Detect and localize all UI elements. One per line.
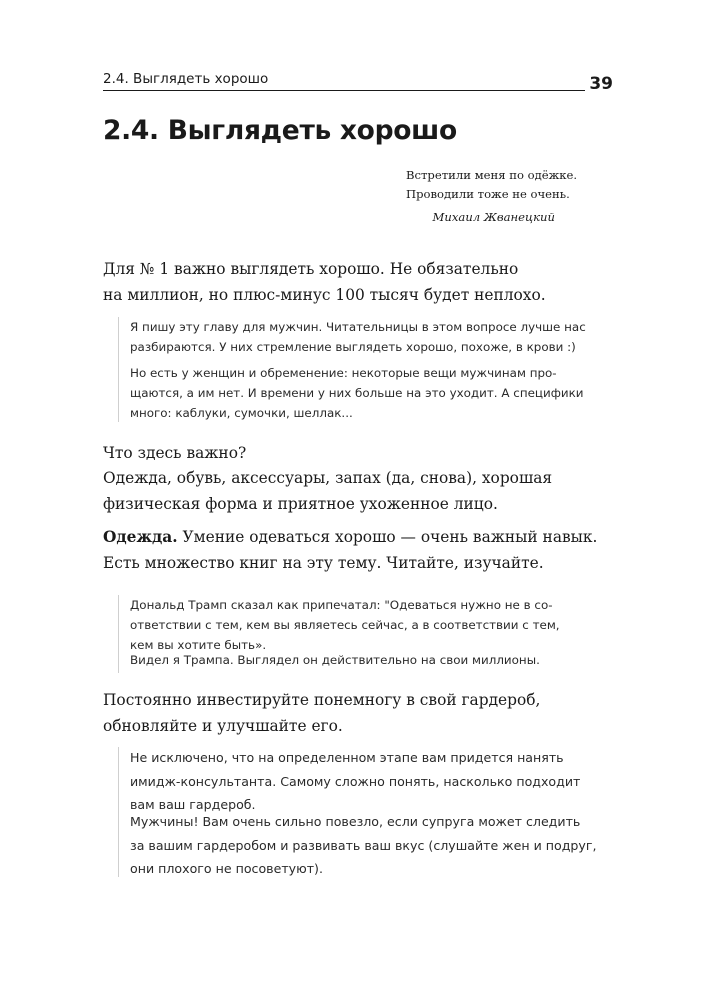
- side-note: [130, 810, 600, 881]
- header-rule: [103, 90, 585, 91]
- body-paragraph: [103, 256, 613, 308]
- note-line: Не исключено, что на определенном этапе вам придется нанять: [130, 750, 564, 765]
- epigraph: [406, 166, 581, 227]
- note-line: Дональд Трамп сказал как припечатал: "Одеваться нужно не в со-: [130, 598, 553, 612]
- epigraph-author: Михаил Жванецкий: [432, 210, 555, 224]
- note-line: Видел я Трампа. Выглядел он действительно на свои миллионы.: [130, 653, 540, 667]
- note-line: Я пишу эту главу для мужчин. Читательницы в этом вопросе лучше нас: [130, 320, 586, 334]
- note-line: разбираются. У них стремление выглядеть хорошо, похоже, в крови :): [130, 339, 576, 354]
- note-line: Мужчины! Вам очень сильно повезло, если супруга может следить: [130, 814, 581, 829]
- note-line: ответствии с тем, кем вы являетесь сейчас, а в соответствии с тем,: [130, 617, 560, 632]
- body-paragraph: [103, 687, 613, 739]
- running-title: 2.4. Выглядеть хорошо: [103, 71, 269, 87]
- text-line: Для № 1 важно выглядеть хорошо. Не обязательно: [103, 260, 519, 278]
- note-line: много: каблуки, сумочки, шеллак...: [130, 405, 353, 420]
- running-header: [103, 70, 613, 92]
- text-line: Что здесь важно?: [103, 444, 247, 462]
- epigraph-line: Проводили тоже не очень.: [406, 187, 570, 201]
- note-line: имидж-консультанта. Самому сложно понять, насколько подходит: [130, 773, 581, 789]
- note-line: они плохого не посоветуют).: [130, 861, 323, 876]
- note-border: [118, 317, 119, 422]
- side-note: [130, 596, 600, 655]
- note-line: за вашим гардеробом и развивать ваш вкус (слушайте жен и подруг,: [130, 837, 597, 853]
- text-line: Есть множество книг на эту тему. Читайте, изучайте.: [103, 554, 544, 572]
- chapter-title: 2.4. Выглядеть хорошо: [103, 115, 457, 146]
- body-paragraph: [103, 440, 613, 466]
- note-line: вам ваш гардероб.: [130, 797, 256, 812]
- side-note: [130, 651, 600, 671]
- body-paragraph: [103, 524, 613, 576]
- lead-term: Одежда.: [103, 528, 178, 546]
- page-number: 39: [589, 74, 613, 94]
- text-line: Постоянно инвестируйте понемногу в свой гардероб,: [103, 691, 541, 709]
- text-line: [103, 524, 613, 550]
- note-line: Но есть у женщин и обременение: некоторые вещи мужчинам про-: [130, 366, 557, 380]
- text-line: Одежда, обувь, аксессуары, запах (да, снова), хорошая: [103, 469, 553, 487]
- side-note: [130, 364, 600, 423]
- body-paragraph: [103, 465, 613, 517]
- text-line: обновляйте и улучшайте его.: [103, 717, 343, 735]
- side-note: [130, 746, 600, 817]
- text-line: на миллион, но плюс-минус 100 тысяч будет неплохо.: [103, 286, 546, 304]
- epigraph-line: Встретили меня по одёжке.: [406, 168, 578, 182]
- note-border: [118, 747, 119, 877]
- note-border: [118, 595, 119, 673]
- note-line: кем вы хотите быть».: [130, 637, 267, 652]
- note-line: щаются, а им нет. И времени у них больше на это уходит. А специфики: [130, 385, 584, 400]
- text-line: физическая форма и приятное ухоженное лицо.: [103, 495, 498, 513]
- text-run: Умение одеваться хорошо — очень важный навык.: [177, 528, 598, 546]
- side-note: [130, 318, 600, 358]
